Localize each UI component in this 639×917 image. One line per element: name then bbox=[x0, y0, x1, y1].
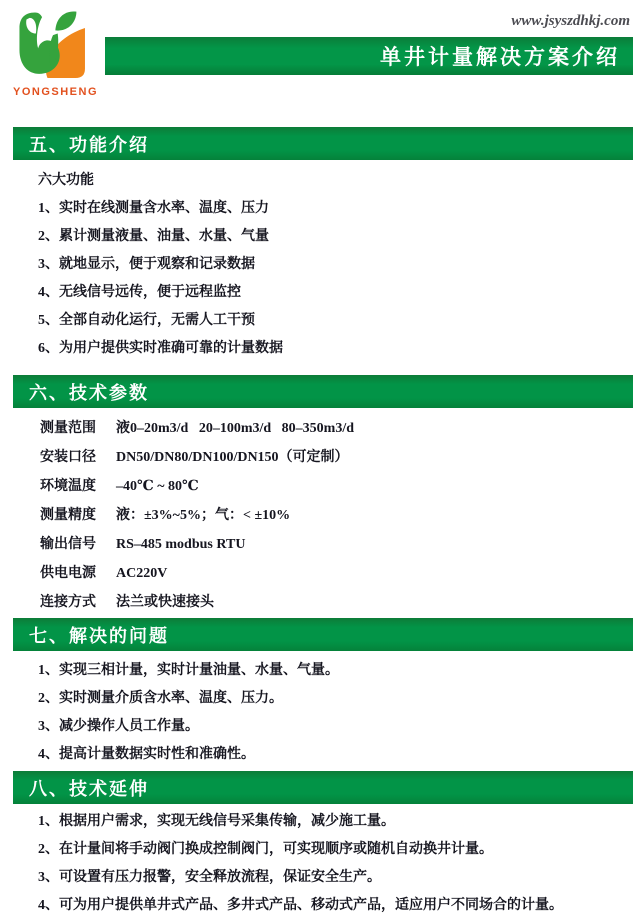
function-item: 5、全部自动化运行，无需人工干预 bbox=[38, 313, 255, 328]
extension-item: 1、根据用户需求，实现无线信号采集传输，减少施工量。 bbox=[38, 814, 395, 829]
extension-item: 2、在计量间将手动阀门换成控制阀门，可实现顺序或随机自动换井计量。 bbox=[38, 842, 493, 857]
section-header-problems-solved bbox=[13, 618, 633, 651]
param-value: RS–485 modbus RTU bbox=[116, 537, 246, 552]
param-value: 法兰或快速接头 bbox=[116, 595, 214, 610]
param-row bbox=[40, 565, 619, 582]
problem-item: 2、实时测量介质含水率、温度、压力。 bbox=[38, 691, 283, 706]
function-item: 6、为用户提供实时准确可靠的计量数据 bbox=[38, 341, 283, 356]
page-title: 单井计量解决方案介绍 bbox=[380, 45, 620, 69]
param-label: 输出信号 bbox=[40, 537, 96, 552]
param-label: 安装口径 bbox=[40, 450, 96, 465]
function-item: 1、实时在线测量含水率、温度、压力 bbox=[38, 201, 269, 216]
param-row bbox=[40, 478, 619, 495]
param-label: 连接方式 bbox=[40, 595, 96, 610]
param-row bbox=[40, 507, 619, 524]
yongsheng-logo-icon bbox=[14, 7, 92, 85]
param-row bbox=[40, 536, 619, 553]
param-value: 液：±3%~5%；气：< ±10% bbox=[116, 508, 291, 523]
section-header-functions bbox=[13, 127, 633, 160]
param-label: 测量精度 bbox=[40, 508, 96, 523]
function-item: 3、就地显示，便于观察和记录数据 bbox=[38, 257, 255, 272]
website-url[interactable]: www.jsyszdhkj.com bbox=[511, 13, 630, 29]
param-row bbox=[40, 449, 619, 466]
function-item: 2、累计测量液量、油量、水量、气量 bbox=[38, 229, 269, 244]
yongsheng-logo bbox=[13, 7, 99, 98]
extension-item: 3、可设置有压力报警，安全释放流程，保证安全生产。 bbox=[38, 870, 381, 885]
section-header-tech-params bbox=[13, 375, 633, 408]
param-label: 环境温度 bbox=[40, 479, 96, 494]
section-title: 八、技术延伸 bbox=[29, 778, 149, 799]
problem-item: 1、实现三相计量，实时计量油量、水量、气量。 bbox=[38, 663, 339, 678]
param-value: –40℃ ~ 80℃ bbox=[116, 479, 199, 494]
section-title: 六、技术参数 bbox=[29, 382, 149, 403]
title-banner bbox=[105, 37, 633, 75]
problem-item: 3、减少操作人员工作量。 bbox=[38, 719, 199, 734]
functions-intro: 六大功能 bbox=[38, 173, 94, 188]
section-header-tech-extension bbox=[13, 771, 633, 804]
param-label: 供电电源 bbox=[40, 566, 96, 581]
param-row bbox=[40, 594, 619, 611]
param-row bbox=[40, 420, 619, 437]
param-value: DN50/DN80/DN100/DN150（可定制） bbox=[116, 450, 349, 465]
section-title: 五、功能介绍 bbox=[29, 134, 149, 155]
page-header bbox=[0, 0, 639, 127]
param-value: 液0–20m3/d 20–100m3/d 80–350m3/d bbox=[116, 421, 355, 436]
param-value: AC220V bbox=[116, 566, 168, 581]
section-title: 七、解决的问题 bbox=[29, 625, 169, 646]
function-item: 4、无线信号远传，便于远程监控 bbox=[38, 285, 241, 300]
param-label: 测量范围 bbox=[40, 421, 96, 436]
extension-item: 4、可为用户提供单井式产品、多井式产品、移动式产品，适应用户不同场合的计量。 bbox=[38, 898, 563, 913]
logo-wordmark: YONGSHENG bbox=[13, 86, 99, 98]
problem-item: 4、提高计量数据实时性和准确性。 bbox=[38, 747, 255, 762]
